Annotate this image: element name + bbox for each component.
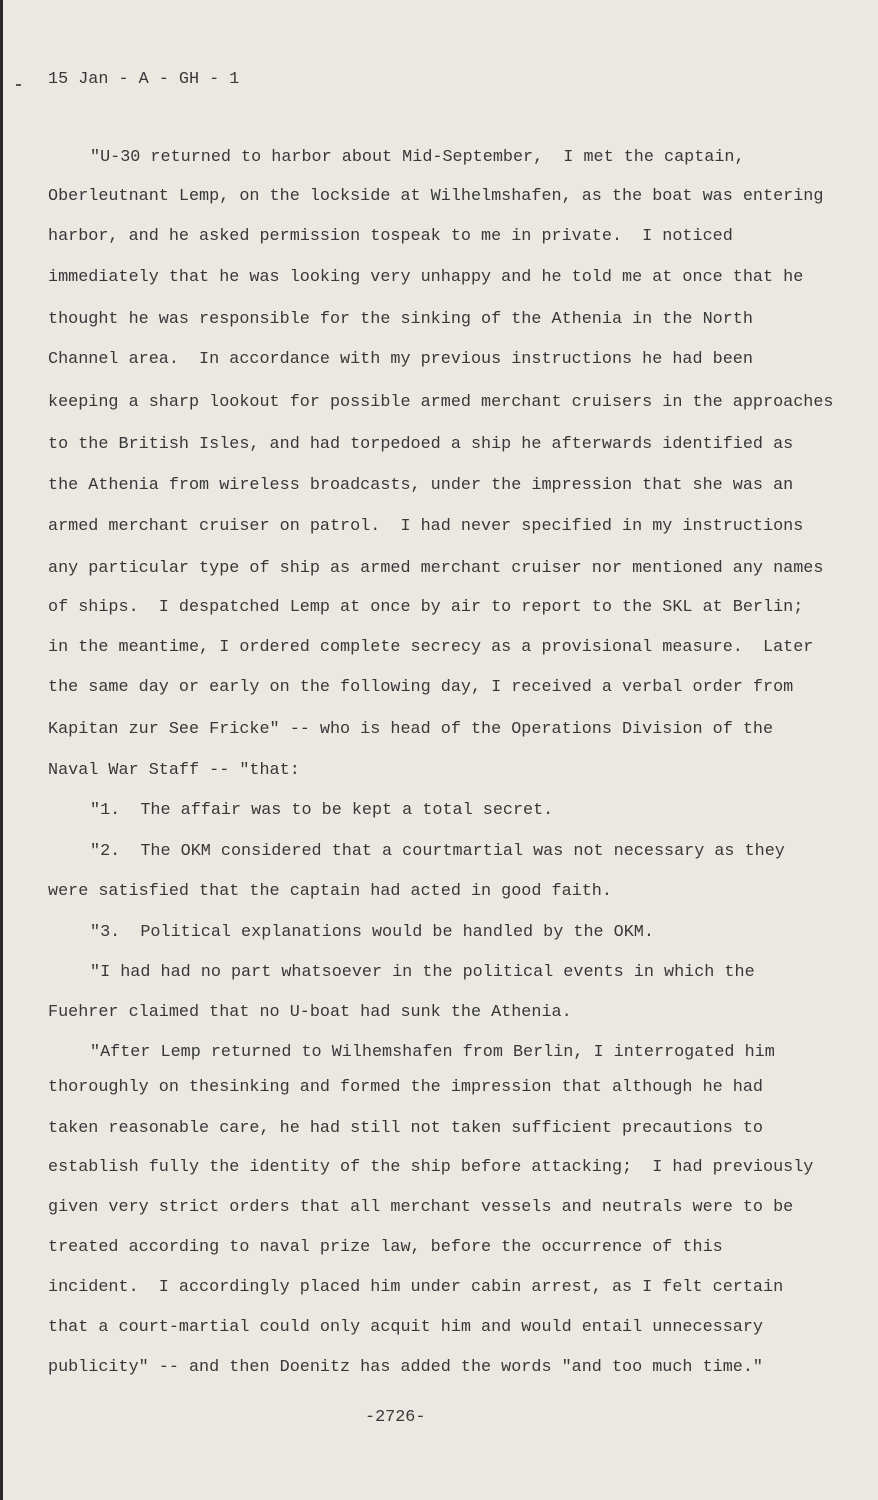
text-line: taken reasonable care, he had still not taken sufficient precautions to (48, 1119, 763, 1138)
page-number: -2726- (365, 1408, 426, 1427)
text-line: armed merchant cruiser on patrol. I had never specified in my instructions (48, 517, 804, 536)
text-line: harbor, and he asked permission tospeak to me in private. I noticed (48, 227, 733, 246)
text-line: were satisfied that the captain had acted in good faith. (48, 882, 612, 901)
text-line: Channel area. In accordance with my previous instructions he had been (48, 350, 753, 369)
text-line: given very strict orders that all merchant vessels and neutrals were to be (48, 1198, 794, 1217)
text-line: in the meantime, I ordered complete secrecy as a provisional measure. Later (48, 638, 814, 657)
text-line: "1. The affair was to be kept a total secret. (90, 801, 554, 820)
text-line: the same day or early on the following day, I received a verbal order from (48, 678, 794, 697)
text-line: Naval War Staff -- "that: (48, 761, 300, 780)
text-line: any particular type of ship as armed merchant cruiser nor mentioned any names (48, 559, 824, 578)
text-line: "U-30 returned to harbor about Mid-September, I met the captain, (90, 148, 745, 167)
text-line: Oberleutnant Lemp, on the lockside at Wilhelmshafen, as the boat was entering (48, 187, 824, 206)
margin-mark (16, 84, 21, 86)
text-line: "2. The OKM considered that a courtmartial was not necessary as they (90, 842, 785, 861)
text-line: "3. Political explanations would be handled by the OKM. (90, 923, 654, 942)
text-line: the Athenia from wireless broadcasts, under the impression that she was an (48, 476, 794, 495)
text-line: of ships. I despatched Lemp at once by air to report to the SKL at Berlin; (48, 598, 804, 617)
text-line: thought he was responsible for the sinking of the Athenia in the North (48, 310, 753, 329)
text-line: treated according to naval prize law, before the occurrence of this (48, 1238, 723, 1257)
text-line: Fuehrer claimed that no U-boat had sunk the Athenia. (48, 1003, 572, 1022)
text-line: "I had had no part whatsoever in the political events in which the (90, 963, 755, 982)
text-line: thoroughly on thesinking and formed the impression that although he had (48, 1078, 763, 1097)
text-line: publicity" -- and then Doenitz has added the words "and too much time." (48, 1358, 763, 1377)
text-line: "After Lemp returned to Wilhemshafen from Berlin, I interrogated him (90, 1043, 775, 1062)
text-line: to the British Isles, and had torpedoed a ship he afterwards identified as (48, 435, 794, 454)
text-line: Kapitan zur See Fricke" -- who is head of the Operations Division of the (48, 720, 774, 739)
text-line: keeping a sharp lookout for possible armed merchant cruisers in the approaches (48, 393, 834, 412)
text-line: establish fully the identity of the ship before attacking; I had previously (48, 1158, 814, 1177)
page-edge (0, 0, 3, 1500)
text-line: incident. I accordingly placed him under cabin arrest, as I felt certain (48, 1278, 784, 1297)
document-header: 15 Jan - A - GH - 1 (48, 70, 240, 89)
text-line: immediately that he was looking very unhappy and he told me at once that he (48, 268, 804, 287)
text-line: that a court-martial could only acquit him and would entail unnecessary (48, 1318, 763, 1337)
